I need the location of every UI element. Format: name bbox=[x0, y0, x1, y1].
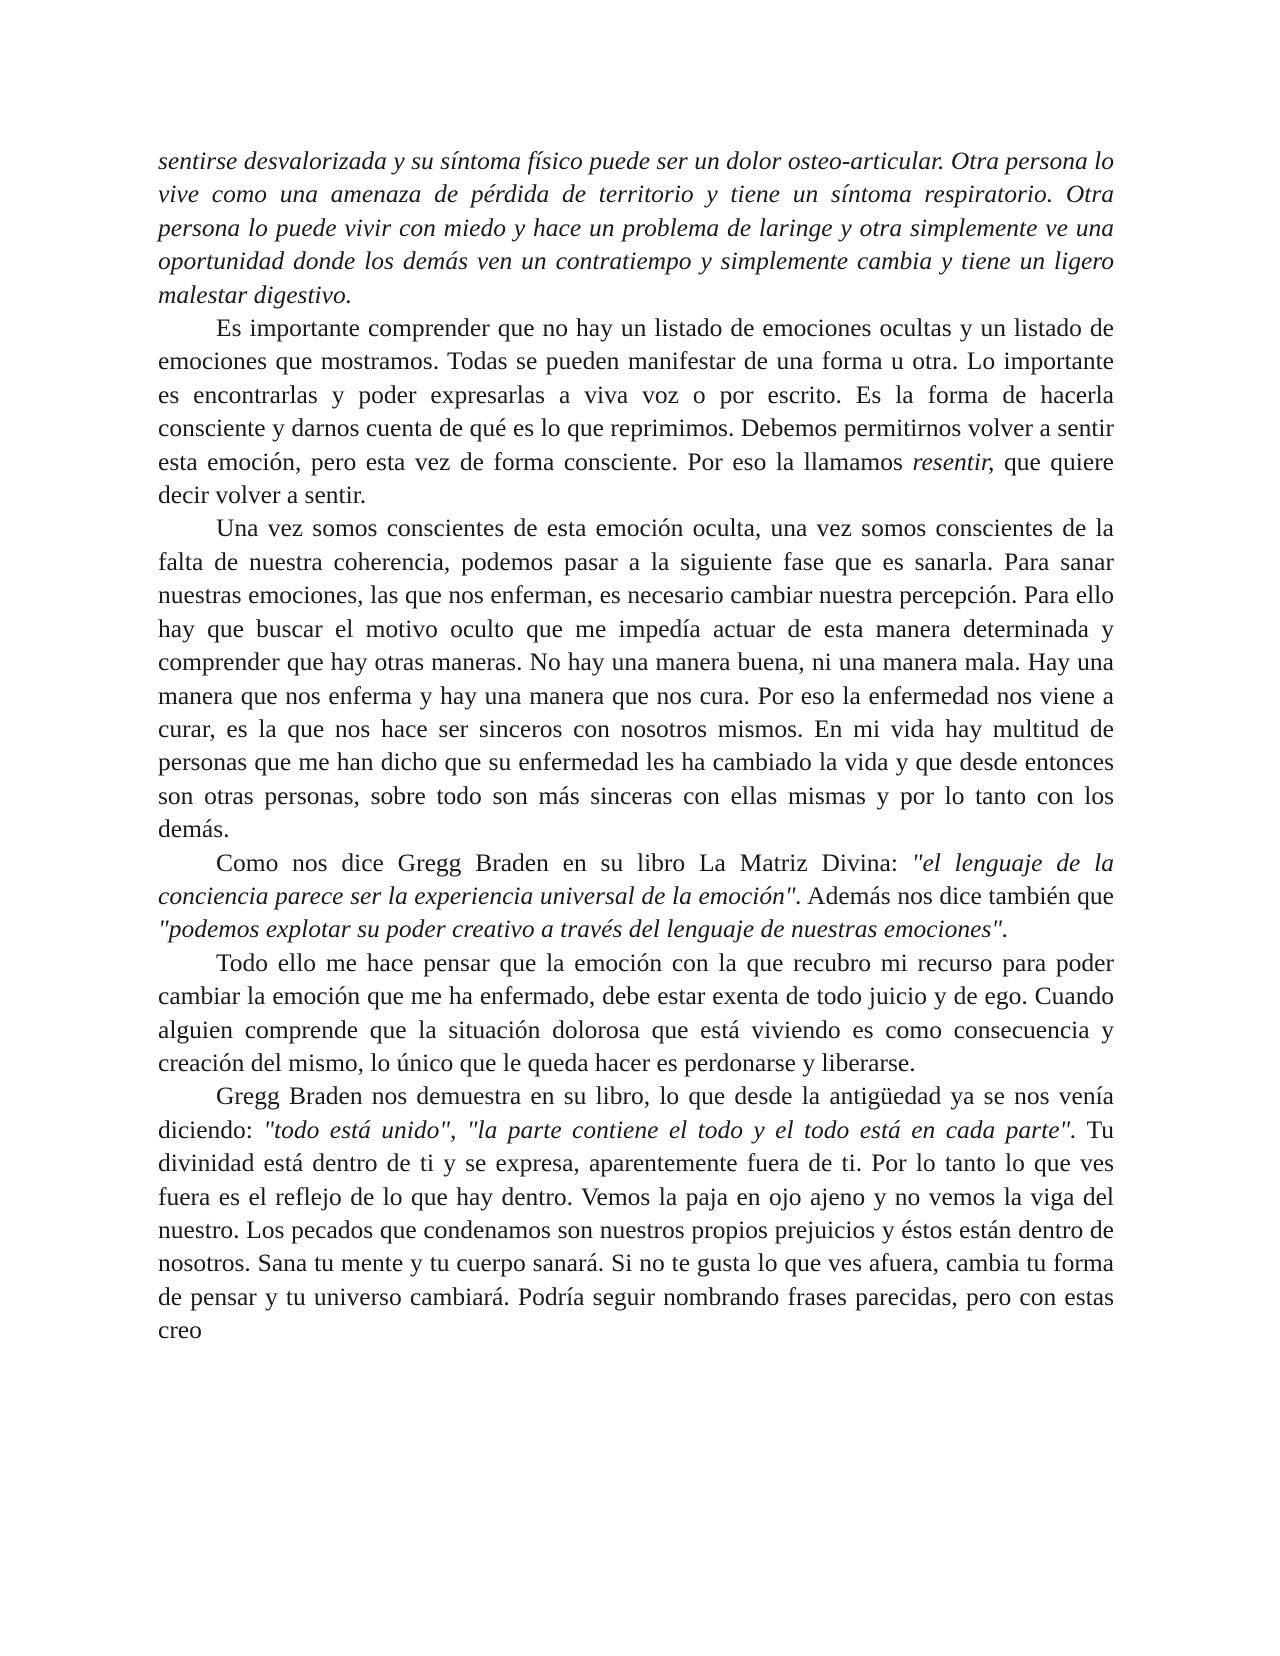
text-segment: Una vez somos conscientes de esta emoción oculta, una vez somos conscientes de la falta de nuestra coherencia, podemos pasar a la siguiente fase que es sanarla. Para sanar nuestras emociones, las que nos enferman, es necesario cambiar nuestra percepción. Para ello hay que buscar el motivo oculto que me impedía actuar de esta manera determinada y comprender que hay otras maneras. No hay una manera buena, ni una manera mala. Hay una manera que nos enferma y hay una manera que nos cura. Por eso la enfermedad nos viene a curar, es la que nos hace ser sinceros con nosotros mismos. En mi vida hay multitud de personas que me han dicho que su enfermedad les ha cambiado la vida y que desde entonces son otras personas, sobre todo son más sinceras con ellas mismas y por lo tanto con los demás. bbox=[158, 513, 1114, 844]
paragraph-5 bbox=[158, 946, 1114, 1080]
paragraph-4 bbox=[158, 846, 1114, 946]
quote-segment: "todo está unido", "la parte contiene el todo y el todo está en cada parte". bbox=[263, 1114, 1077, 1144]
text-segment: Es importante comprender que no hay un listado de emociones ocultas y un listado de emociones que mostramos. Todas se pueden manifestar de una forma u otra. Lo importante es encontrarlas y poder expresarlas a viva voz o por escrito. Es la forma de hacerla consciente y darnos cuenta de qué es lo que reprimimos. Debemos permitirnos volver a sentir esta emoción, pero esta vez de forma consciente. Por eso la llamamos bbox=[158, 313, 1114, 476]
quote-segment: "podemos explotar su poder creativo a través del lenguaje de nuestras emociones". bbox=[158, 914, 1009, 944]
paragraph-6 bbox=[158, 1079, 1114, 1346]
paragraph-2 bbox=[158, 311, 1114, 511]
document-page bbox=[158, 144, 1114, 1347]
text-segment: Además nos dice también que bbox=[801, 880, 1114, 910]
text-segment: sentirse desvalorizada y su síntoma físico puede ser un dolor osteo-articular. Otra persona lo vive como una amenaza de pérdida de territorio y tiene un síntoma respiratorio. Otra persona lo puede vivir con miedo y hace un problema de laringe y otra simplemente ve una oportunidad donde los demás ven un contratiempo y simplemente cambia y tiene un ligero malestar digestivo. bbox=[158, 146, 1114, 309]
paragraph-3 bbox=[158, 511, 1114, 845]
text-segment: que quiere decir volver a sentir. bbox=[158, 446, 1115, 510]
text-segment-italic: resentir, bbox=[912, 446, 995, 476]
text-segment: Como nos dice Gregg Braden en su libro La Matriz Divina: bbox=[216, 847, 912, 877]
quote-segment: "el lenguaje de la conciencia parece ser la experiencia universal de la emoción". bbox=[158, 847, 1114, 910]
paragraph-1 bbox=[158, 144, 1114, 311]
text-segment: Gregg Braden nos demuestra en su libro, lo que desde la antigüedad ya se nos venía diciendo: bbox=[158, 1081, 1114, 1144]
text-segment: Todo ello me hace pensar que la emoción con la que recubro mi recurso para poder cambiar la emoción que me ha enfermado, debe estar exenta de todo juicio y de ego. Cuando alguien comprende que la situación dolorosa que está viviendo es como consecuencia y creación del mismo, lo único que le queda hacer es perdonarse y liberarse. bbox=[158, 947, 1114, 1077]
text-segment: Tu divinidad está dentro de ti y se expresa, aparentemente fuera de ti. Por lo tanto lo que ves fuera es el reflejo de lo que hay dentro. Vemos la paja en ojo ajeno y no vemos la viga del nuestro. Los pecados que condenamos son nuestros propios prejuicios y éstos están dentro de nosotros. Sana tu mente y tu cuerpo sanará. Si no te gusta lo que ves afuera, cambia tu forma de pensar y tu universo cambiará. Podría seguir nombrando frases parecidas, pero con estas creo bbox=[158, 1114, 1114, 1345]
